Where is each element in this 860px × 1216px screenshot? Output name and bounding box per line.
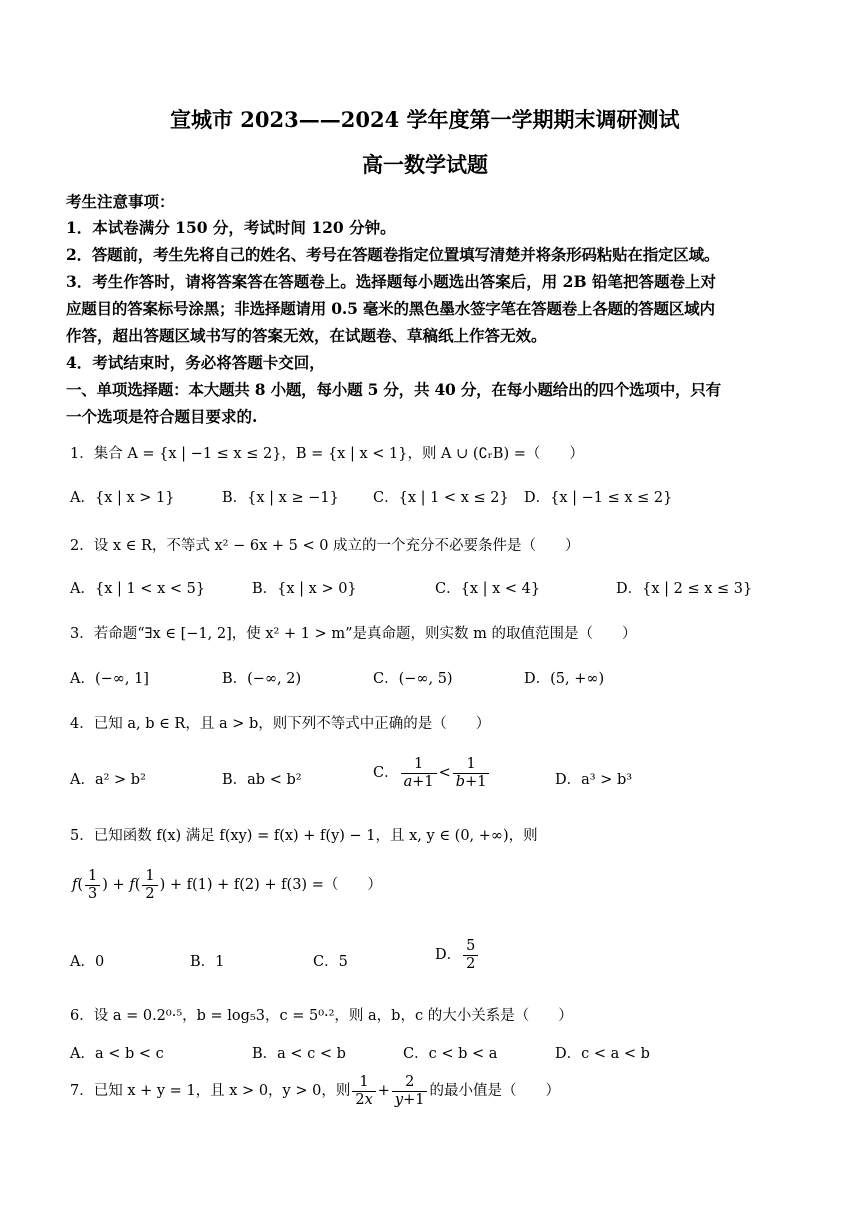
notice-item: 4．考试结束时，务必将答题卡交回， [66, 353, 325, 372]
notice-item: 1．本试卷满分 150 分，考试时间 120 分钟。 [66, 218, 396, 237]
question-2-option-a: A．{x | 1 < x < 5} [70, 581, 206, 597]
question-4-option-d: D．a³ > b³ [555, 772, 633, 788]
question-2-option-c: C．{x | x < 4} [435, 581, 541, 597]
notice-item: 应题目的答案标号涂黑；非选择题请用 0.5 毫米的黑色墨水签字笔在答题卷上各题的答题区域内 [66, 299, 715, 318]
question-3-option-c: C．(−∞, 5) [373, 671, 453, 687]
question-1-option-a: A．{x | x > 1} [70, 490, 175, 506]
page-subtitle: 高一数学试题 [362, 152, 488, 177]
question-4-option-a: A．a² > b² [70, 772, 146, 788]
question-3-stem: 3．若命题“∃x ∈ [−1, 2]，使 x² + 1 > m”是真命题，则实数 m 的取值范围是（ ） [70, 626, 637, 642]
question-3-option-a: A．(−∞, 1] [70, 671, 149, 687]
question-6-stem: 6．设 a = 0.2⁰·⁵，b = log₅3，c = 5⁰·²，则 a，b，c 的大小关系是（ ） [70, 1008, 573, 1024]
fraction-one-half: $\frac{1}{2}$ [142, 868, 157, 902]
question-6-option-a: A．a < b < c [70, 1046, 164, 1062]
question-5-expression: f( $\frac{1}{3}$ ) + f( $\frac{1}{2}$ ) + f(1) + f(2) + f(3) =（ ） [72, 868, 382, 902]
question-2-option-b: B．{x | x > 0} [252, 581, 357, 597]
section-heading-cont: 一个选项是符合题目要求的. [66, 407, 258, 426]
fraction-five-halves: $\frac{5}{2}$ [463, 938, 478, 972]
question-1-option-c: C．{x | 1 < x ≤ 2} [373, 490, 509, 506]
question-5-stem: 5．已知函数 f(x) 满足 f(xy) = f(x) + f(y) − 1，且 x, y ∈ (0, +∞)，则 [70, 828, 538, 844]
fraction-1-over-a-plus-1: $\frac{1}{a+1}$ [401, 756, 437, 790]
fraction-one-third: $\frac{1}{3}$ [85, 868, 100, 902]
question-2-option-d: D．{x | 2 ≤ x ≤ 3} [616, 581, 753, 597]
question-6-option-c: C．c < b < a [403, 1046, 498, 1062]
question-4-stem: 4．已知 a, b ∈ R，且 a > b，则下列不等式中正确的是（ ） [70, 716, 491, 732]
question-1-stem: 1．集合 A = {x | −1 ≤ x ≤ 2}，B = {x | x < 1}，则 A ∪ (∁ᵣB) =（ ） [70, 446, 584, 462]
notice-item: 作答，超出答题区域书写的答案无效，在试题卷、草稿纸上作答无效。 [66, 326, 547, 345]
fraction-2-over-y-plus-1: $\frac{2}{y+1}$ [392, 1074, 428, 1108]
question-4-option-b: B．ab < b² [222, 772, 302, 788]
question-7-stem-end: 的最小值是（ ） [429, 1083, 560, 1100]
fraction-1-over-b-plus-1: $\frac{1}{b+1}$ [453, 756, 490, 790]
question-7-stem-start: 7．已知 x + y = 1，且 x > 0，y > 0，则 [70, 1083, 351, 1100]
question-4-option-c: C． $\frac{1}{a+1}$ < $\frac{1}{b+1}$ [373, 756, 491, 790]
page-title: 宣城市 2023——2024 学年度第一学期期末调研测试 [170, 107, 680, 132]
option-d-label: D． [435, 947, 462, 964]
fraction-1-over-2x: $\frac{1}{2x}$ [352, 1074, 375, 1108]
question-3-option-b: B．(−∞, 2) [222, 671, 302, 687]
question-6-option-d: D．c < a < b [555, 1046, 650, 1062]
question-1-option-d: D．{x | −1 ≤ x ≤ 2} [524, 490, 673, 506]
question-1-option-b: B．{x | x ≥ −1} [222, 490, 339, 506]
notice-item: 2．答题前，考生先将自己的姓名、考号在答题卷指定位置填写清楚并将条形码粘贴在指定区域。 [66, 245, 720, 264]
question-2-stem: 2．设 x ∈ R，不等式 x² − 6x + 5 < 0 成立的一个充分不必要条件是（ ） [70, 538, 580, 554]
question-3-option-d: D．(5, +∞) [524, 671, 605, 687]
section-heading: 一、单项选择题：本大题共 8 小题，每小题 5 分，共 40 分，在每小题给出的四个选项中，只有 [66, 380, 721, 399]
question-7-stem: 7．已知 x + y = 1，且 x > 0，y > 0，则 $\frac{1}{2x}$ + $\frac{2}{y+1}$ 的最小值是（ ） [70, 1074, 560, 1108]
question-5-option-a: A．0 [70, 954, 105, 970]
question-6-option-b: B．a < c < b [252, 1046, 346, 1062]
option-c-label: C． [373, 765, 399, 782]
question-5-option-b: B．1 [190, 954, 225, 970]
question-5-option-c: C．5 [313, 954, 348, 970]
notice-item: 3．考生作答时，请将答案答在答题卷上。选择题每小题选出答案后，用 2B 铅笔把答题卷上对 [66, 272, 716, 291]
question-5-option-d [435, 938, 480, 972]
question-5-stem-cont: + f(1) + f(2) + f(3) =（ ） [169, 877, 382, 894]
notice-heading: 考生注意事项： [66, 192, 175, 211]
